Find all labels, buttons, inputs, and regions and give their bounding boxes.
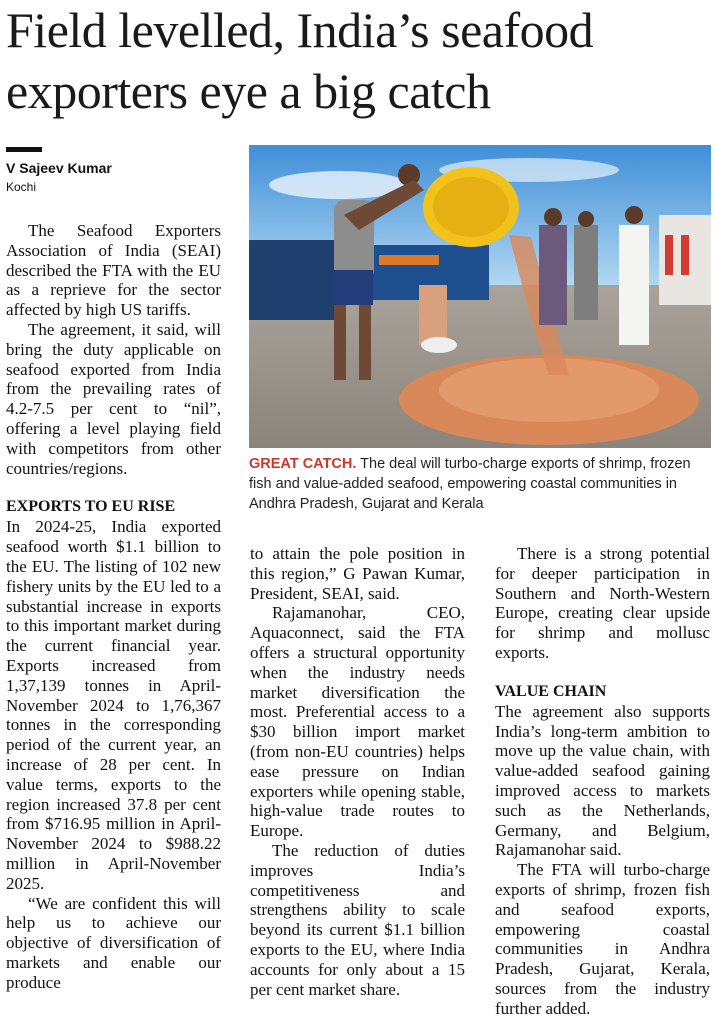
byline-rule bbox=[6, 147, 42, 152]
paragraph: The agreement also supports India’s long-term ambition to move up the value chain, with value-added seafood gaining improved access to markets such as the Netherlands, Germany, and Belgium, Rajamanohar said. bbox=[495, 701, 710, 860]
dateline: Kochi bbox=[6, 180, 37, 194]
column-3 bbox=[495, 544, 710, 1019]
paragraph: to attain the pole position in this region,” G Pawan Kumar, President, SEAI, said. bbox=[250, 544, 465, 603]
photo-illustration bbox=[249, 145, 711, 448]
caption-text: The deal will turbo-charge exports of shrimp, frozen fish and value-added seafood, empowering coastal communities in Andhra Pradesh, Gujarat and Kerala bbox=[249, 456, 691, 512]
paragraph: The FTA will turbo-charge exports of shrimp, frozen fish and seafood exports, empowering coastal communities in Andhra Pradesh, Gujarat, Kerala, sources from the industry further added. bbox=[495, 860, 710, 1018]
paragraph: There is a strong potential for deeper participation in Southern and North-Western Europe, creating clear upside for shrimp and mollusc exports. bbox=[495, 544, 710, 662]
headline: Field levelled, India’s seafood exporters eye a big catch bbox=[6, 2, 594, 119]
subhead-exports-to-eu-rise: EXPORTS TO EU RISE bbox=[6, 498, 176, 516]
paragraph: “We are confident this will help us to achieve our objective of diversification of markets and enable our produce bbox=[6, 893, 221, 992]
paragraph: Rajamanohar, CEO, Aquaconnect, said the FTA offers a structural opportunity when the industry needs market diversification the most. Preferential access to a $30 billion import market (from non-EU countries) helps ease pressure on Indian exporters while opening stable, high-value trade routes to Europe. bbox=[250, 603, 465, 841]
paragraph: The reduction of duties improves India’s competitiveness and strengthens ability to scale beyond its current $1.1 billion exports to the EU, where India accounts for only about a 15 per cent market share. bbox=[250, 840, 465, 999]
photo-caption bbox=[249, 454, 709, 514]
byline: V Sajeev Kumar bbox=[6, 160, 112, 176]
column-2 bbox=[250, 544, 465, 999]
column-1 bbox=[6, 221, 221, 992]
paragraph: The Seafood Exporters Association of India (SEAI) described the FTA with the EU as a reprieve for the sector affected by high US tariffs. bbox=[6, 221, 221, 320]
caption-lead: GREAT CATCH. bbox=[249, 456, 357, 472]
harbour-photo bbox=[249, 145, 711, 448]
paragraph: The agreement, it said, will bring the duty applicable on seafood exported from India from the prevailing rates of 4.2-7.5 per cent to “nil”, offering a level playing field with competitors from other countries/regions. bbox=[6, 319, 221, 478]
subhead-value-chain: VALUE CHAIN bbox=[495, 682, 607, 700]
paragraph: In 2024-25, India exported seafood worth $1.1 billion to the EU. The listing of 102 new fishery units by the EU led to a substantial increase in exports to this important market during the current financial year. Exports increased from 1,37,139 tonnes in April-November 2024 to 1,76,367 tonnes in the corresponding period of the current year, an increase of 28 per cent. In value terms, exports to the region increased 37.8 per cent from $716.95 million in April-November 2024 to $988.22 million in April-November 2025. bbox=[6, 517, 221, 893]
